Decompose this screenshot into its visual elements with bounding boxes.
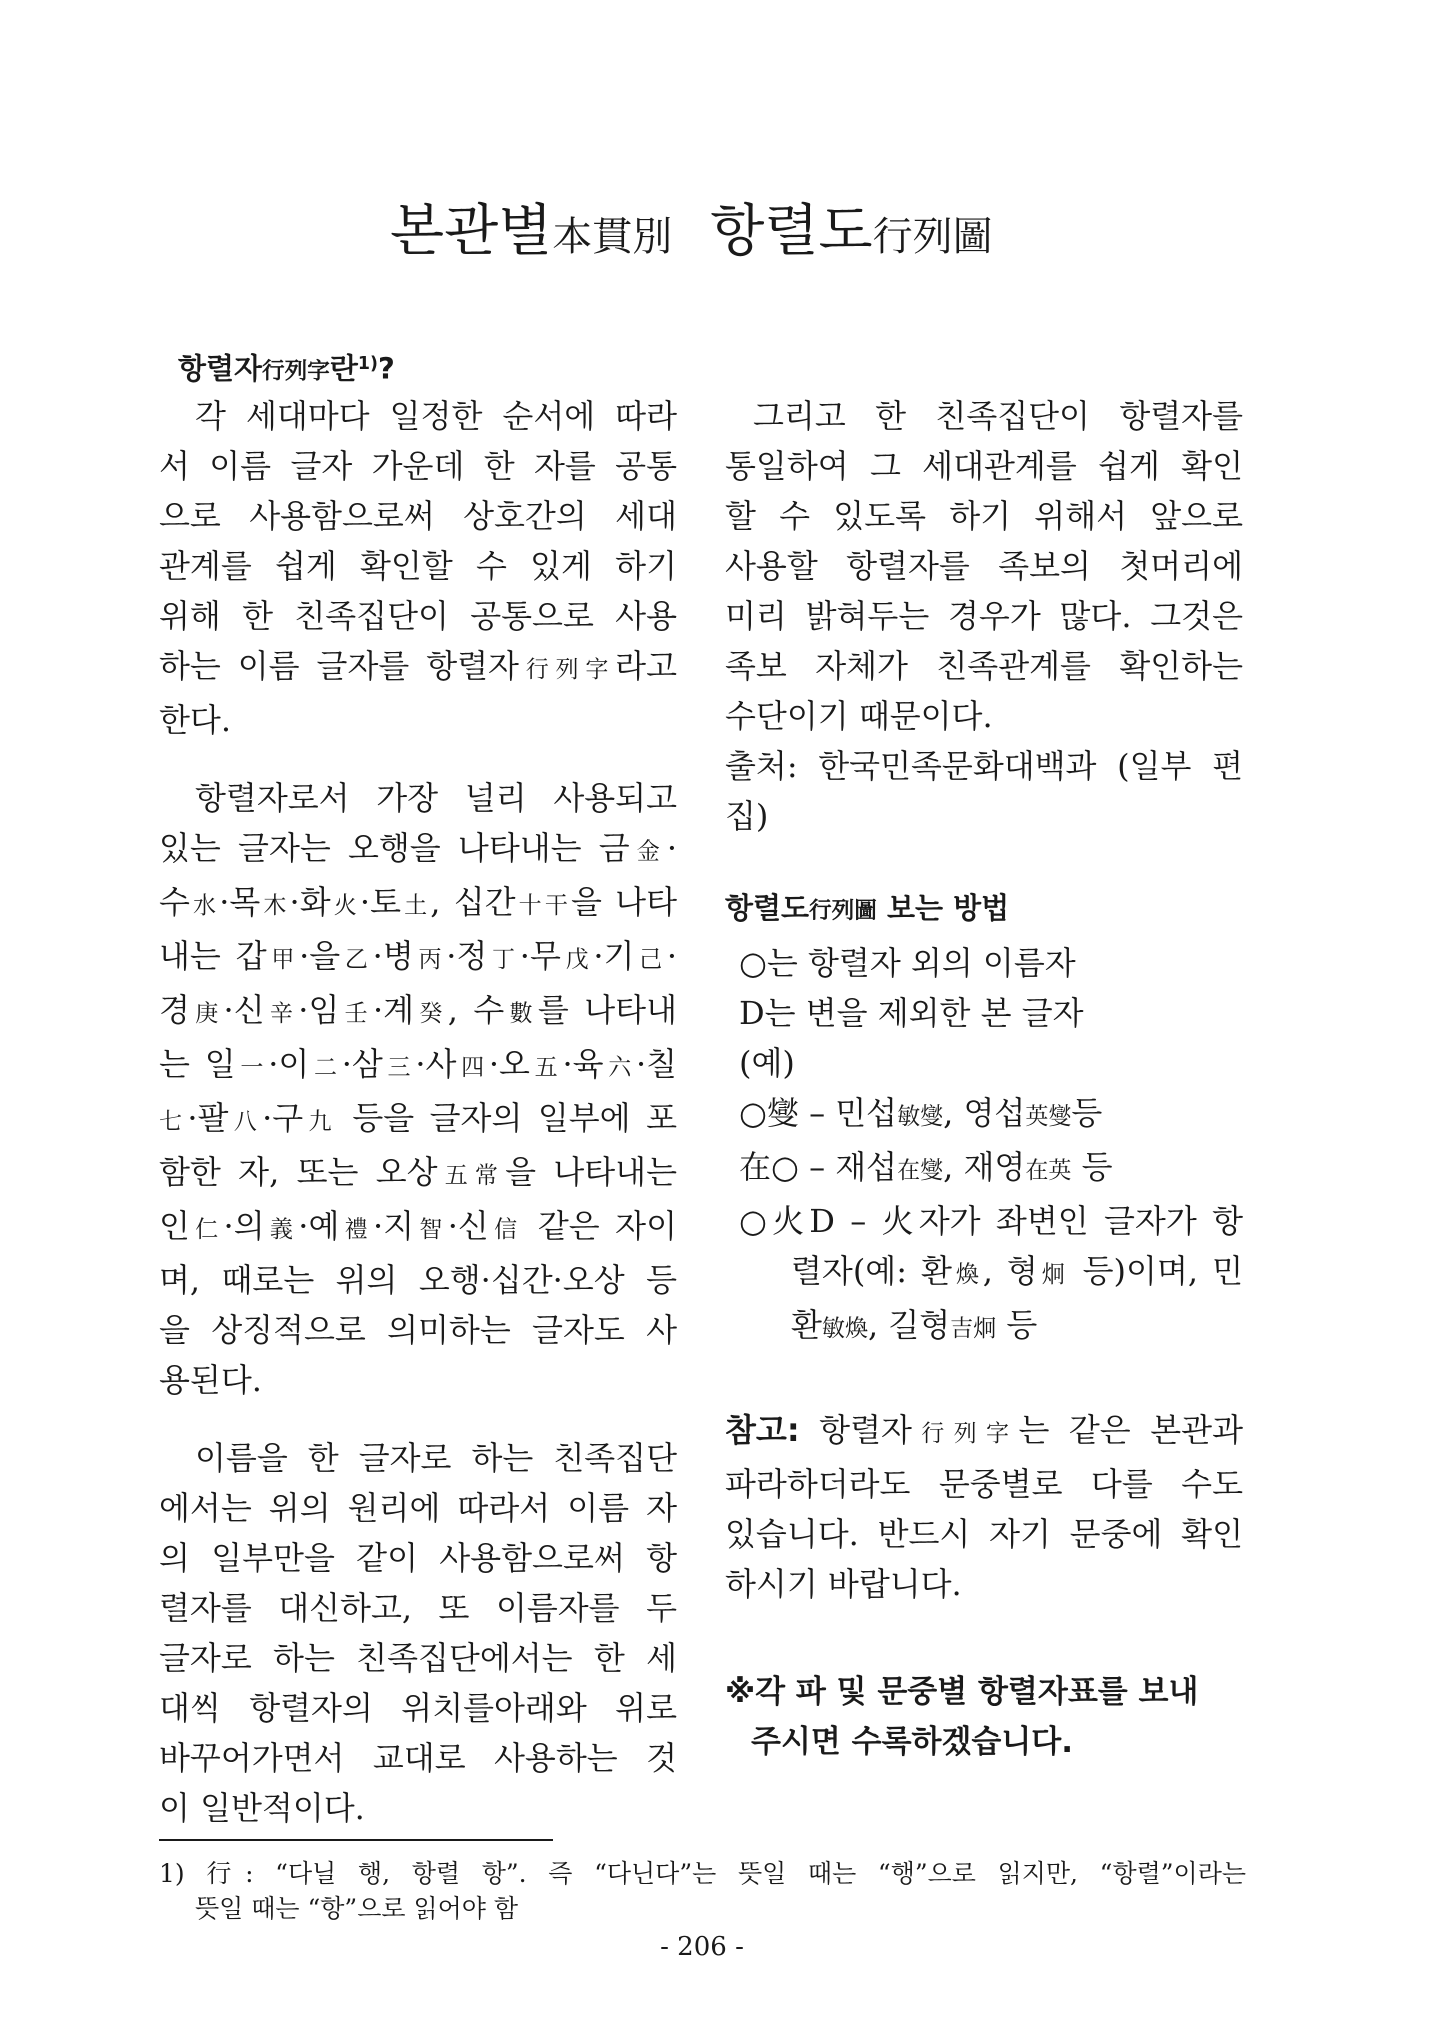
hanja-gloss: 五 — [529, 1055, 563, 1081]
text-run: 관계를 쉽게 확인할 수 있게 하기 — [159, 547, 677, 585]
text-run: ·정 — [446, 937, 488, 975]
text-run: 을 나타 — [570, 883, 678, 921]
text-line — [159, 441, 677, 491]
footnote-reference: 1) — [357, 354, 378, 374]
text-run: 는 일 — [159, 1045, 236, 1083]
submission-request — [725, 1667, 1243, 1767]
text-run: 통일하여 그 세대관계를 쉽게 확인 — [725, 447, 1243, 485]
text-line — [159, 877, 677, 931]
text-run: , 길형 — [867, 1306, 951, 1344]
text-run: ·토 — [359, 883, 401, 921]
text-run: ·구 — [262, 1099, 304, 1137]
text-run: 며, 때로는 위의 오행·십간·오상 등 — [159, 1261, 677, 1299]
title-hangul-part-2: 항렬도 — [710, 199, 873, 264]
text-run: 등을 글자의 일부에 포 — [336, 1099, 677, 1137]
text-run: 하는 이름 글자를 항렬자 — [159, 647, 519, 685]
footnote-divider — [159, 1839, 553, 1841]
text-run: ○는 항렬자 외의 이름자 — [739, 944, 1076, 982]
hanja-gloss: 義 — [264, 1217, 299, 1243]
text-run: 이 일반적이다. — [159, 1789, 365, 1827]
hanja-gloss: 行列字 — [518, 657, 616, 683]
text-line — [159, 491, 677, 541]
hanja-gloss: 壬 — [339, 1001, 373, 1027]
text-line — [725, 1459, 1243, 1509]
title-hangul-part-1: 본관별 — [390, 199, 553, 264]
text-line — [725, 988, 1243, 1038]
text-run: 1) 行: “다닐 행, 항렬 항”. 즉 “다닌다”는 뜻일 때는 “행”으로 읽지만, “항렬”이라는 — [159, 1859, 1246, 1888]
text-line — [159, 641, 677, 695]
hanja-gloss: 水 — [189, 893, 220, 919]
text-line — [159, 773, 677, 823]
text-line — [725, 641, 1243, 691]
text-run: 를 나타내 — [537, 991, 678, 1029]
text-run: 뜻일 때는 “항”으로 읽어야 함 — [195, 1894, 518, 1923]
text-run: ·사 — [415, 1045, 457, 1083]
heading-hangul: 항렬도 — [725, 891, 810, 925]
text-line — [725, 1509, 1243, 1559]
text-line — [725, 791, 1243, 841]
text-run: 경 — [159, 991, 190, 1029]
text-line — [159, 695, 677, 745]
text-run: · — [666, 829, 678, 867]
section-heading-how-to-read — [725, 883, 1243, 936]
text-line — [159, 1039, 677, 1093]
body-paragraph-2 — [159, 773, 677, 1405]
hanja-gloss: 二 — [309, 1055, 342, 1081]
text-line — [725, 1559, 1243, 1609]
text-line — [159, 1683, 677, 1733]
text-line — [725, 1717, 1243, 1767]
text-line — [725, 938, 1243, 988]
hanja-gloss: 仁 — [189, 1217, 224, 1243]
text-run: ·삼 — [341, 1045, 383, 1083]
hanja-gloss: 六 — [603, 1055, 636, 1081]
text-run: 항렬자 — [799, 1411, 912, 1449]
text-run: 수 — [159, 883, 190, 921]
text-run: ·무 — [519, 937, 561, 975]
hanja-gloss: 數 — [504, 1001, 538, 1027]
hanja-gloss: 禮 — [339, 1217, 373, 1243]
text-run: 미리 밝혀두는 경우가 많다. 그것은 — [725, 597, 1243, 635]
text-run: 있습니다. 반드시 자기 문중에 확인 — [725, 1515, 1243, 1553]
bold-label: 참고: — [725, 1411, 800, 1449]
hanja-gloss: 行列字 — [911, 1421, 1019, 1447]
text-run: 출처: 한국민족문화대백과 (일부 편 — [725, 747, 1243, 785]
text-line — [725, 691, 1243, 741]
text-run: 같은 자이 — [522, 1207, 678, 1245]
text-line — [725, 1246, 1243, 1300]
text-line — [159, 1433, 677, 1483]
text-run: 내는 갑 — [159, 937, 267, 975]
text-run: 글자로 하는 친족집단에서는 한 세 — [159, 1639, 677, 1677]
text-run: 할 수 있도록 하기 위해서 앞으로 — [725, 497, 1243, 535]
text-run: , 수 — [447, 991, 505, 1029]
text-run: 으로 사용함으로써 상호간의 세대 — [159, 497, 677, 535]
footnote — [159, 1856, 1246, 1926]
hanja-gloss: 炯 — [1037, 1262, 1069, 1288]
hanja-gloss: 辛 — [264, 1001, 299, 1027]
title-hanja-part-2: 行列圖 — [872, 214, 993, 260]
section-heading-hangryeolja — [178, 347, 395, 389]
text-line — [159, 1093, 677, 1147]
text-line — [159, 1483, 677, 1533]
hanja-gloss: 五常 — [437, 1163, 506, 1189]
text-line — [159, 1891, 1246, 1926]
right-column — [725, 391, 1243, 1767]
body-paragraph-1 — [159, 391, 677, 745]
text-run: 는 같은 본관과 — [1018, 1411, 1243, 1449]
text-line — [725, 591, 1243, 641]
text-run: ·병 — [372, 937, 414, 975]
text-line — [725, 1142, 1243, 1196]
text-run: 집) — [725, 797, 769, 835]
text-run: , 재영 — [943, 1148, 1026, 1186]
text-line — [159, 1533, 677, 1583]
text-run: 위해 한 친족집단이 공통으로 사용 — [159, 597, 677, 635]
heading-question-mark: ? — [377, 351, 395, 386]
text-line — [159, 1783, 677, 1833]
text-line — [159, 1633, 677, 1683]
text-run: ·을 — [299, 937, 341, 975]
text-run: ·이 — [268, 1045, 310, 1083]
text-run: 함한 자, 또는 오상 — [159, 1153, 438, 1191]
text-run: ·신 — [447, 1207, 489, 1245]
hanja-gloss: 八 — [228, 1109, 263, 1135]
hanja-gloss: 四 — [456, 1055, 489, 1081]
hanja-gloss: 火 — [330, 893, 360, 919]
text-run: (예) — [739, 1044, 795, 1082]
left-column — [159, 391, 677, 1833]
text-run: ·지 — [372, 1207, 415, 1245]
text-run: ·의 — [223, 1207, 265, 1245]
hanja-gloss: 信 — [488, 1217, 523, 1243]
heading-hanja: 行列圖 — [809, 898, 877, 924]
text-run: ·계 — [372, 991, 415, 1029]
text-run: ·신 — [223, 991, 265, 1029]
text-run: 사용할 항렬자를 족보의 첫머리에 — [725, 547, 1243, 585]
text-run: 주시면 수록하겠습니다. — [751, 1724, 1074, 1760]
hanja-gloss: 智 — [414, 1217, 448, 1243]
text-line — [725, 1038, 1243, 1088]
text-run: 항렬자로서 가장 널리 사용되고 — [195, 779, 677, 817]
hanja-gloss: 丁 — [487, 947, 520, 973]
text-run: 을 나타내는 — [505, 1153, 678, 1191]
hanja-gloss: 九 — [303, 1109, 337, 1135]
text-run: 을 상징적으로 의미하는 글자도 사 — [159, 1311, 677, 1349]
text-run: ·화 — [289, 883, 331, 921]
text-run: ·칠 — [636, 1045, 678, 1083]
text-line — [725, 1300, 1243, 1354]
source-citation — [725, 741, 1243, 841]
heading-hangul: 항렬자 — [178, 351, 263, 386]
text-line — [725, 1088, 1243, 1142]
text-line — [159, 1583, 677, 1633]
text-run: 있는 글자는 오행을 나타내는 금 — [159, 829, 630, 867]
text-run: 한다. — [159, 701, 231, 739]
text-run: 렬자를 대신하고, 또 이름자를 두 — [159, 1589, 677, 1627]
text-line — [159, 1856, 1246, 1891]
hanja-gloss: 庚 — [189, 1001, 224, 1027]
text-run: · — [666, 937, 678, 975]
title-hanja-part-1: 本貫別 — [552, 214, 673, 260]
text-run: ·임 — [298, 991, 340, 1029]
body-paragraph-4 — [725, 391, 1243, 741]
text-line — [725, 491, 1243, 541]
hanja-gloss: 在英 — [1025, 1158, 1072, 1184]
text-run: 의 일부만을 같이 사용함으로써 항 — [159, 1539, 677, 1577]
text-line — [159, 1305, 677, 1355]
hanja-gloss: 土 — [401, 893, 431, 919]
hanja-gloss: 英燮 — [1025, 1104, 1072, 1130]
text-run: ·팔 — [187, 1099, 229, 1137]
text-run: 각 세대마다 일정한 순서에 따라 — [195, 397, 677, 435]
text-run: ·오 — [488, 1045, 530, 1083]
text-run: ·예 — [298, 1207, 340, 1245]
text-line — [725, 1405, 1243, 1459]
text-run: 바꾸어가면서 교대로 사용하는 것 — [159, 1739, 677, 1777]
text-line — [159, 1255, 677, 1305]
hanja-gloss: 敏燮 — [897, 1104, 944, 1130]
hanja-gloss: 乙 — [340, 947, 373, 973]
text-line — [725, 1196, 1243, 1246]
hanja-gloss: 金 — [629, 839, 667, 865]
text-run: 인 — [159, 1207, 190, 1245]
text-run: , 영섭 — [943, 1094, 1026, 1132]
how-to-read-list — [725, 938, 1243, 1354]
hanja-gloss: 一 — [235, 1055, 269, 1081]
hanja-gloss: 丙 — [413, 947, 447, 973]
note-paragraph — [725, 1405, 1243, 1609]
text-run: 족보 자체가 친족관계를 확인하는 — [725, 647, 1243, 685]
text-run: ·목 — [219, 883, 261, 921]
text-run: ·육 — [562, 1045, 604, 1083]
text-line — [159, 541, 677, 591]
text-line — [725, 541, 1243, 591]
text-run: 이름을 한 글자로 하는 친족집단 — [195, 1439, 677, 1477]
hanja-gloss: 煥 — [951, 1262, 983, 1288]
heading-suffix: 란 — [329, 351, 358, 386]
text-line — [725, 741, 1243, 791]
text-line — [159, 591, 677, 641]
hanja-gloss: 七 — [159, 1109, 188, 1135]
hanja-gloss: 敏煥 — [821, 1316, 868, 1342]
text-run: 대씩 항렬자의 위치를아래와 위로 — [159, 1689, 677, 1727]
text-line — [159, 823, 677, 877]
text-line — [725, 1667, 1243, 1717]
text-line — [159, 1733, 677, 1783]
text-run: D는 변을 제외한 본 글자 — [739, 994, 1084, 1032]
text-run: 에서는 위의 원리에 따라서 이름 자 — [159, 1489, 677, 1527]
text-run: 在○ – 재섭 — [739, 1148, 898, 1186]
text-run: ※각 파 및 문중별 항렬자표를 보내 — [725, 1674, 1199, 1710]
text-run: ○燮 – 민섭 — [739, 1094, 898, 1132]
heading-hanja: 行列字 — [262, 358, 330, 385]
hanja-gloss: 木 — [260, 893, 290, 919]
hanja-gloss: 戊 — [560, 947, 594, 973]
text-run: 그리고 한 친족집단이 항렬자를 — [753, 397, 1243, 435]
text-run: ·기 — [593, 937, 635, 975]
hanja-gloss: 三 — [382, 1055, 416, 1081]
hanja-gloss: 己 — [634, 947, 667, 973]
text-line — [159, 391, 677, 441]
text-run: 파라하더라도 문중별로 다를 수도 — [725, 1465, 1243, 1503]
text-run: ○火D – 火자가 좌변인 글자가 항 — [739, 1202, 1243, 1240]
hanja-gloss: 甲 — [266, 947, 300, 973]
page-title — [390, 197, 993, 272]
page-number: - 206 - — [660, 1932, 744, 1962]
text-run: 수단이기 때문이다. — [725, 697, 993, 735]
text-line — [159, 931, 677, 985]
text-line — [725, 441, 1243, 491]
text-line — [725, 391, 1243, 441]
text-line — [159, 1147, 677, 1201]
hanja-gloss: 在燮 — [897, 1158, 944, 1184]
text-run: 렬자(예: 환 — [791, 1252, 952, 1290]
text-run: , 십간 — [430, 883, 516, 921]
text-run: 등)이며, 민 — [1068, 1252, 1243, 1290]
text-run: 환 — [791, 1306, 822, 1344]
text-run: , 형 — [982, 1252, 1038, 1290]
text-run: 등 — [1071, 1148, 1113, 1186]
text-run: 등 — [996, 1306, 1038, 1344]
hanja-gloss: 十干 — [515, 893, 571, 919]
hanja-gloss: 癸 — [414, 1001, 448, 1027]
heading-rest: 보는 방법 — [887, 891, 1010, 925]
text-run: 하시기 바랍니다. — [725, 1565, 962, 1603]
text-run: 서 이름 글자 가운데 한 자를 공통 — [159, 447, 677, 485]
body-paragraph-3 — [159, 1433, 677, 1833]
hanja-gloss: 吉炯 — [950, 1316, 997, 1342]
text-run: 라고 — [615, 647, 677, 685]
text-run: 등 — [1071, 1094, 1103, 1132]
text-line — [159, 1355, 677, 1405]
text-run: 용된다. — [159, 1361, 262, 1399]
text-line — [159, 985, 677, 1039]
text-line — [159, 1201, 677, 1255]
